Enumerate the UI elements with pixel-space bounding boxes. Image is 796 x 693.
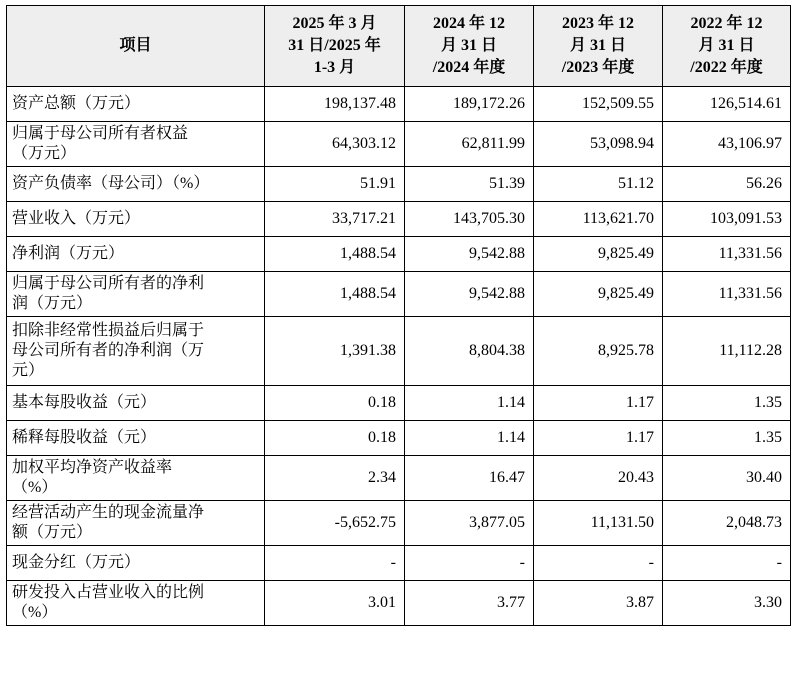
row-value: 9,825.49 (534, 272, 663, 317)
row-label: 现金分红（万元） (7, 546, 265, 581)
row-label: 经营活动产生的现金流量净 额（万元） (7, 501, 265, 546)
financial-data-table (6, 5, 791, 626)
row-value: 1,488.54 (265, 272, 405, 317)
row-value: 9,542.88 (405, 272, 534, 317)
row-value: 103,091.53 (663, 202, 791, 237)
row-value: 198,137.48 (265, 87, 405, 122)
row-value: 11,331.56 (663, 272, 791, 317)
row-label: 归属于母公司所有者的净利 润（万元） (7, 272, 265, 317)
table-row (7, 122, 791, 167)
table-row (7, 167, 791, 202)
row-value: 33,717.21 (265, 202, 405, 237)
row-value: 1.35 (663, 386, 791, 421)
row-value: 3.30 (663, 581, 791, 626)
row-value: 3.87 (534, 581, 663, 626)
row-value: 3.01 (265, 581, 405, 626)
row-value: 189,172.26 (405, 87, 534, 122)
row-value: 9,542.88 (405, 237, 534, 272)
row-label: 研发投入占营业收入的比例 （%） (7, 581, 265, 626)
row-label: 稀释每股收益（元） (7, 421, 265, 456)
table-row (7, 421, 791, 456)
row-value: 1,488.54 (265, 237, 405, 272)
row-value: 143,705.30 (405, 202, 534, 237)
table-row (7, 237, 791, 272)
row-value: 1.14 (405, 421, 534, 456)
table-row (7, 456, 791, 501)
row-value: 0.18 (265, 386, 405, 421)
header-item: 项目 (7, 6, 265, 87)
table-row (7, 202, 791, 237)
row-value: 3.77 (405, 581, 534, 626)
row-value: 8,804.38 (405, 317, 534, 386)
row-value: - (405, 546, 534, 581)
row-value: 11,331.56 (663, 237, 791, 272)
row-label: 归属于母公司所有者权益 （万元） (7, 122, 265, 167)
row-value: 1.17 (534, 386, 663, 421)
financial-table-container (6, 5, 791, 626)
header-2022: 2022 年 12 月 31 日 /2022 年度 (663, 6, 791, 87)
header-row (7, 6, 791, 87)
row-label: 资产总额（万元） (7, 87, 265, 122)
row-value: 56.26 (663, 167, 791, 202)
row-value: 64,303.12 (265, 122, 405, 167)
row-value: 126,514.61 (663, 87, 791, 122)
row-value: 43,106.97 (663, 122, 791, 167)
row-value: 2,048.73 (663, 501, 791, 546)
row-value: 16.47 (405, 456, 534, 501)
row-label: 营业收入（万元） (7, 202, 265, 237)
header-2025q1: 2025 年 3 月 31 日/2025 年 1-3 月 (265, 6, 405, 87)
table-row (7, 317, 791, 386)
table-row (7, 501, 791, 546)
row-value: 20.43 (534, 456, 663, 501)
row-value: 152,509.55 (534, 87, 663, 122)
row-label: 扣除非经常性损益后归属于 母公司所有者的净利润（万 元） (7, 317, 265, 386)
row-value: 51.39 (405, 167, 534, 202)
row-value: 51.91 (265, 167, 405, 202)
row-value: - (663, 546, 791, 581)
table-row (7, 87, 791, 122)
row-label: 资产负债率（母公司）（%） (7, 167, 265, 202)
table-row (7, 272, 791, 317)
table-row (7, 546, 791, 581)
table-row (7, 581, 791, 626)
row-value: 1.35 (663, 421, 791, 456)
row-value: 11,112.28 (663, 317, 791, 386)
row-label: 加权平均净资产收益率 （%） (7, 456, 265, 501)
header-2023: 2023 年 12 月 31 日 /2023 年度 (534, 6, 663, 87)
row-value: - (265, 546, 405, 581)
table-row (7, 386, 791, 421)
row-value: 8,925.78 (534, 317, 663, 386)
row-value: 1.17 (534, 421, 663, 456)
row-value: 51.12 (534, 167, 663, 202)
row-value: 62,811.99 (405, 122, 534, 167)
row-value: 2.34 (265, 456, 405, 501)
row-value: 1.14 (405, 386, 534, 421)
row-value: 0.18 (265, 421, 405, 456)
row-value: -5,652.75 (265, 501, 405, 546)
row-value: 1,391.38 (265, 317, 405, 386)
row-value: - (534, 546, 663, 581)
row-label: 基本每股收益（元） (7, 386, 265, 421)
row-label: 净利润（万元） (7, 237, 265, 272)
row-value: 30.40 (663, 456, 791, 501)
row-value: 113,621.70 (534, 202, 663, 237)
row-value: 11,131.50 (534, 501, 663, 546)
header-2024: 2024 年 12 月 31 日 /2024 年度 (405, 6, 534, 87)
row-value: 3,877.05 (405, 501, 534, 546)
row-value: 9,825.49 (534, 237, 663, 272)
row-value: 53,098.94 (534, 122, 663, 167)
table-body (7, 87, 791, 626)
